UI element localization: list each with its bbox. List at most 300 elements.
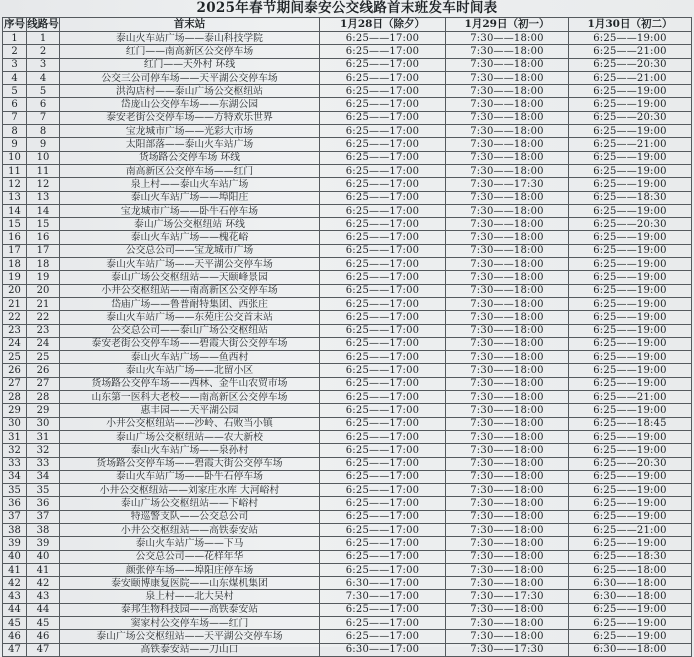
table-row [3, 404, 692, 417]
terminals: 红门——南高新区公交停车场 [60, 45, 320, 58]
route-number: 7 [27, 111, 60, 124]
table-row [3, 151, 692, 164]
time-jan-30: 6:25——19:00 [569, 271, 692, 284]
row-index: 6 [3, 98, 27, 111]
row-index: 20 [3, 284, 27, 297]
row-index: 43 [3, 590, 27, 603]
time-jan-30: 6:25——19:00 [569, 204, 692, 217]
table-row [3, 523, 692, 536]
time-jan-29: 7:30——18:00 [446, 258, 569, 271]
time-jan-30: 6:25——19:00 [569, 258, 692, 271]
time-jan-28: 6:25——17:00 [320, 444, 446, 457]
time-jan-29: 7:30——18:00 [446, 151, 569, 164]
time-jan-29: 7:30——18:00 [446, 98, 569, 111]
time-jan-28: 6:25——17:00 [320, 164, 446, 177]
time-jan-28: 6:25——17:00 [320, 204, 446, 217]
time-jan-29: 7:30——18:00 [446, 204, 569, 217]
route-number: 22 [27, 311, 60, 324]
time-jan-29: 7:30——18:00 [446, 404, 569, 417]
time-jan-28: 6:25——17:00 [320, 258, 446, 271]
time-jan-28: 6:25——17:00 [320, 391, 446, 404]
time-jan-30: 6:25——18:00 [569, 563, 692, 576]
table-row [3, 643, 692, 656]
terminals: 山东第一医科大老校——南高新区公交停车场 [60, 391, 320, 404]
row-index: 4 [3, 71, 27, 84]
header-terminals: 首末站 [60, 18, 320, 32]
time-jan-29: 7:30——18:00 [446, 617, 569, 630]
row-index: 38 [3, 523, 27, 536]
time-jan-28: 6:25——17:00 [320, 364, 446, 377]
time-jan-28: 6:25——17:00 [320, 85, 446, 98]
time-jan-29: 7:30——18:00 [446, 563, 569, 576]
time-jan-30: 6:25——18:45 [569, 417, 692, 430]
time-jan-29: 7:30——18:00 [446, 111, 569, 124]
row-index: 26 [3, 364, 27, 377]
terminals: 泰山火车站广场——泉孙村 [60, 444, 320, 457]
time-jan-29: 7:30——18:00 [446, 577, 569, 590]
table-row [3, 324, 692, 337]
route-number: 19 [27, 271, 60, 284]
route-number: 15 [27, 218, 60, 231]
time-jan-30: 6:25——19:00 [569, 430, 692, 443]
time-jan-29: 7:30——18:00 [446, 85, 569, 98]
route-number: 45 [27, 617, 60, 630]
time-jan-28: 6:25——17:00 [320, 271, 446, 284]
table-row [3, 71, 692, 84]
route-number: 47 [27, 643, 60, 656]
time-jan-29: 7:30——18:00 [446, 630, 569, 643]
terminals: 泰山广场公交枢纽站——农大新校 [60, 430, 320, 443]
terminals: 泰山广场公交枢纽站——下峪村 [60, 497, 320, 510]
time-jan-28: 6:25——17:00 [320, 430, 446, 443]
row-index: 47 [3, 643, 27, 656]
table-row [3, 231, 692, 244]
route-number: 38 [27, 523, 60, 536]
time-jan-28: 6:25——17:00 [320, 630, 446, 643]
time-jan-30: 6:25——20:30 [569, 218, 692, 231]
table-row [3, 351, 692, 364]
time-jan-28: 6:30——17:00 [320, 577, 446, 590]
table-row [3, 111, 692, 124]
route-number: 6 [27, 98, 60, 111]
time-jan-30: 6:25——21:00 [569, 138, 692, 151]
time-jan-29: 7:30——18:00 [446, 391, 569, 404]
time-jan-30: 6:25——19:00 [569, 297, 692, 310]
time-jan-28: 6:25——17:00 [320, 417, 446, 430]
row-index: 8 [3, 125, 27, 138]
terminals: 货场路公交停车场 环线 [60, 151, 320, 164]
time-jan-29: 7:30——18:00 [446, 58, 569, 71]
time-jan-30: 6:30——18:00 [569, 590, 692, 603]
time-jan-29: 7:30——18:00 [446, 32, 569, 45]
terminals: 特巡警支队——公交总公司 [60, 510, 320, 523]
table-row [3, 32, 692, 45]
time-jan-28: 6:25——17:00 [320, 45, 446, 58]
route-number: 33 [27, 457, 60, 470]
time-jan-28: 6:25——17:00 [320, 125, 446, 138]
route-number: 23 [27, 324, 60, 337]
row-index: 12 [3, 178, 27, 191]
time-jan-29: 7:30——18:00 [446, 284, 569, 297]
terminals: 泰山广场公交枢纽站——天颐峰景园 [60, 271, 320, 284]
route-number: 46 [27, 630, 60, 643]
terminals: 小井公交枢纽站——南高新区公交停车场 [60, 284, 320, 297]
terminals: 公交三公司停车场——天平湖公交停车场 [60, 71, 320, 84]
time-jan-28: 6:25——17:00 [320, 523, 446, 536]
route-number: 35 [27, 484, 60, 497]
time-jan-30: 6:25——19:00 [569, 85, 692, 98]
time-jan-28: 6:25——17:00 [320, 617, 446, 630]
time-jan-29: 7:30——18:00 [446, 364, 569, 377]
route-number: 16 [27, 231, 60, 244]
table-row [3, 563, 692, 576]
time-jan-30: 6:25——19:00 [569, 497, 692, 510]
terminals: 泰邦生物科技园——高铁泰安站 [60, 603, 320, 616]
table-row [3, 191, 692, 204]
row-index: 13 [3, 191, 27, 204]
time-jan-30: 6:25——19:00 [569, 178, 692, 191]
terminals: 红门——天外村 环线 [60, 58, 320, 71]
row-index: 33 [3, 457, 27, 470]
time-jan-28: 6:25——17:00 [320, 497, 446, 510]
time-jan-30: 6:25——19:00 [569, 537, 692, 550]
time-jan-29: 7:30——18:00 [446, 138, 569, 151]
route-number: 41 [27, 563, 60, 576]
schedule-table [2, 17, 692, 657]
table-row [3, 603, 692, 616]
time-jan-28: 6:25——17:00 [320, 550, 446, 563]
table-row [3, 510, 692, 523]
route-number: 29 [27, 404, 60, 417]
row-index: 36 [3, 497, 27, 510]
time-jan-30: 6:25——21:00 [569, 391, 692, 404]
time-jan-29: 7:30——18:00 [446, 218, 569, 231]
table-row [3, 417, 692, 430]
terminals: 太阳部落——泰山火车站广场 [60, 138, 320, 151]
route-number: 36 [27, 497, 60, 510]
table-row [3, 577, 692, 590]
terminals: 泰山火车站广场——天平湖公交停车场 [60, 258, 320, 271]
time-jan-29: 7:30——18:00 [446, 164, 569, 177]
row-index: 45 [3, 617, 27, 630]
route-number: 1 [27, 32, 60, 45]
route-number: 20 [27, 284, 60, 297]
row-index: 24 [3, 337, 27, 350]
route-number: 11 [27, 164, 60, 177]
time-jan-28: 6:25——17:00 [320, 351, 446, 364]
time-jan-30: 6:25——20:30 [569, 58, 692, 71]
route-number: 27 [27, 377, 60, 390]
terminals: 洪沟店村——泰山广场公交枢纽站 [60, 85, 320, 98]
time-jan-30: 6:25——19:00 [569, 351, 692, 364]
route-number: 25 [27, 351, 60, 364]
time-jan-28: 6:25——17:00 [320, 178, 446, 191]
row-index: 11 [3, 164, 27, 177]
route-number: 9 [27, 138, 60, 151]
table-row [3, 484, 692, 497]
time-jan-30: 6:25——20:30 [569, 457, 692, 470]
table-row [3, 218, 692, 231]
time-jan-29: 7:30——18:00 [446, 271, 569, 284]
time-jan-29: 7:30——18:00 [446, 497, 569, 510]
table-row [3, 470, 692, 483]
row-index: 1 [3, 32, 27, 45]
header-index: 序号 [4, 18, 25, 30]
time-jan-29: 7:30——18:00 [446, 337, 569, 350]
time-jan-30: 6:30——18:00 [569, 577, 692, 590]
row-index: 35 [3, 484, 27, 497]
time-jan-29: 7:30——18:00 [446, 231, 569, 244]
table-row [3, 204, 692, 217]
time-jan-29: 7:30——18:00 [446, 470, 569, 483]
time-jan-30: 6:25——19:00 [569, 484, 692, 497]
terminals: 泰安颐博康复医院——山东煤机集团 [60, 577, 320, 590]
row-index: 22 [3, 311, 27, 324]
time-jan-30: 6:25——19:00 [569, 231, 692, 244]
table-row [3, 617, 692, 630]
table-row [3, 377, 692, 390]
route-number: 24 [27, 337, 60, 350]
table-row [3, 297, 692, 310]
row-index: 9 [3, 138, 27, 151]
header-row [3, 18, 692, 32]
row-index: 2 [3, 45, 27, 58]
table-row [3, 550, 692, 563]
time-jan-30: 6:25——19:00 [569, 364, 692, 377]
table-row [3, 537, 692, 550]
route-number: 21 [27, 297, 60, 310]
time-jan-29: 7:30——18:00 [446, 550, 569, 563]
time-jan-30: 6:25——19:00 [569, 151, 692, 164]
terminals: 小井公交枢纽站——高铁泰安站 [60, 523, 320, 536]
row-index: 34 [3, 470, 27, 483]
time-jan-29: 7:30——18:00 [446, 510, 569, 523]
table-row [3, 444, 692, 457]
time-jan-29: 7:30——18:00 [446, 523, 569, 536]
row-index: 16 [3, 231, 27, 244]
route-number: 2 [27, 45, 60, 58]
table-row [3, 457, 692, 470]
route-number: 13 [27, 191, 60, 204]
route-number: 10 [27, 151, 60, 164]
row-index: 21 [3, 297, 27, 310]
time-jan-28: 6:25——17:00 [320, 470, 446, 483]
route-number: 14 [27, 204, 60, 217]
terminals: 货场路公交停车场——碧霞大街公交停车场 [60, 457, 320, 470]
time-jan-28: 6:25——17:00 [320, 32, 446, 45]
time-jan-29: 7:30——18:00 [446, 417, 569, 430]
terminals: 泰山火车站广场——鱼西村 [60, 351, 320, 364]
row-index: 17 [3, 244, 27, 257]
row-index: 32 [3, 444, 27, 457]
time-jan-30: 6:30——18:00 [569, 643, 692, 656]
time-jan-28: 6:25——17:00 [320, 284, 446, 297]
table-row [3, 258, 692, 271]
row-index: 23 [3, 324, 27, 337]
time-jan-28: 6:25——17:00 [320, 218, 446, 231]
time-jan-29: 7:30——18:00 [446, 351, 569, 364]
terminals: 泰山火车站广场——槐花峪 [60, 231, 320, 244]
time-jan-30: 6:25——19:00 [569, 98, 692, 111]
terminals: 颜张停车场——埠阳庄停车场 [60, 563, 320, 576]
route-number: 12 [27, 178, 60, 191]
table-row [3, 284, 692, 297]
time-jan-28: 6:25——17:00 [320, 484, 446, 497]
time-jan-28: 7:30——17:00 [320, 590, 446, 603]
time-jan-29: 7:30——18:00 [446, 537, 569, 550]
row-index: 46 [3, 630, 27, 643]
terminals: 泰山火车站广场——北留小区 [60, 364, 320, 377]
terminals: 泰安老街公交停车场——碧霞大街公交停车场 [60, 337, 320, 350]
terminals: 泉上村——北大吴村 [60, 590, 320, 603]
row-index: 3 [3, 58, 27, 71]
time-jan-28: 6:25——17:00 [320, 111, 446, 124]
row-index: 41 [3, 563, 27, 576]
terminals: 小井公交枢纽站——刘家庄水库 大河峪村 [60, 484, 320, 497]
route-number: 44 [27, 603, 60, 616]
time-jan-29: 7:30——18:00 [446, 311, 569, 324]
time-jan-29: 7:30——18:00 [446, 457, 569, 470]
time-jan-28: 6:25——17:00 [320, 337, 446, 350]
time-jan-30: 6:25——20:30 [569, 111, 692, 124]
table-row [3, 630, 692, 643]
row-index: 39 [3, 537, 27, 550]
time-jan-28: 6:25——17:00 [320, 191, 446, 204]
table-row [3, 58, 692, 71]
time-jan-30: 6:25——19:00 [569, 603, 692, 616]
row-index: 25 [3, 351, 27, 364]
time-jan-30: 6:25——19:00 [569, 510, 692, 523]
route-number: 17 [27, 244, 60, 257]
time-jan-30: 6:25——19:00 [569, 125, 692, 138]
terminals: 泰山火车站广场——泰山科技学院 [60, 32, 320, 45]
terminals: 岱庞山公交停车场——东湖公园 [60, 98, 320, 111]
time-jan-28: 6:25——17:00 [320, 404, 446, 417]
terminals: 小井公交枢纽站——沙岭、石败当小镇 [60, 417, 320, 430]
time-jan-30: 6:25——19:00 [569, 617, 692, 630]
table-row [3, 391, 692, 404]
table-row [3, 178, 692, 191]
time-jan-28: 6:25——17:00 [320, 151, 446, 164]
time-jan-28: 6:25——17:00 [320, 510, 446, 523]
time-jan-28: 6:25——17:00 [320, 324, 446, 337]
table-row [3, 125, 692, 138]
page-title: 2025年春节期间泰安公交线路首末班发车时间表 [196, 0, 498, 16]
terminals: 宝龙城市广场——光彩大市场 [60, 125, 320, 138]
time-jan-29: 7:30——18:00 [446, 484, 569, 497]
time-jan-29: 7:30——18:00 [446, 71, 569, 84]
terminals: 岱庙广场——鲁普耐特集团、西张庄 [60, 297, 320, 310]
time-jan-30: 6:25——18:30 [569, 550, 692, 563]
row-index: 37 [3, 510, 27, 523]
time-jan-29: 7:30——18:00 [446, 377, 569, 390]
table-row [3, 590, 692, 603]
time-jan-28: 6:25——17:00 [320, 244, 446, 257]
time-jan-30: 6:25——19:00 [569, 244, 692, 257]
row-index: 10 [3, 151, 27, 164]
row-index: 18 [3, 258, 27, 271]
time-jan-30: 6:25——19:00 [569, 470, 692, 483]
table-row [3, 164, 692, 177]
time-jan-30: 6:25——19:00 [569, 377, 692, 390]
time-jan-28: 6:25——17:00 [320, 377, 446, 390]
time-jan-29: 7:30——18:00 [446, 45, 569, 58]
time-jan-29: 7:30——18:00 [446, 125, 569, 138]
time-jan-29: 7:30——18:00 [446, 244, 569, 257]
route-number: 3 [27, 58, 60, 71]
table-row [3, 45, 692, 58]
route-number: 26 [27, 364, 60, 377]
header-jan-28: 1月28日（除夕） [320, 18, 446, 32]
terminals: 泰安老街公交停车场——方特欢乐世界 [60, 111, 320, 124]
time-jan-28: 6:25——17:00 [320, 537, 446, 550]
time-jan-29: 7:30——18:00 [446, 430, 569, 443]
time-jan-30: 6:25——21:00 [569, 523, 692, 536]
time-jan-28: 6:25——17:00 [320, 231, 446, 244]
time-jan-30: 6:25——18:30 [569, 191, 692, 204]
time-jan-30: 6:25——19:00 [569, 630, 692, 643]
route-number: 31 [27, 430, 60, 443]
terminals: 公交总公司——泰山广场公交枢纽站 [60, 324, 320, 337]
table-row [3, 138, 692, 151]
time-jan-29: 7:30——17:30 [446, 643, 569, 656]
row-index: 30 [3, 417, 27, 430]
row-index: 29 [3, 404, 27, 417]
route-number: 43 [27, 590, 60, 603]
terminals: 窦家村公交停车场——红门 [60, 617, 320, 630]
time-jan-29: 7:30——18:00 [446, 603, 569, 616]
time-jan-30: 6:25——19:00 [569, 444, 692, 457]
time-jan-28: 6:25——17:00 [320, 58, 446, 71]
terminals: 泰山广场公交枢纽站 环线 [60, 218, 320, 231]
time-jan-30: 6:25——21:00 [569, 71, 692, 84]
row-index: 31 [3, 430, 27, 443]
row-index: 5 [3, 85, 27, 98]
time-jan-28: 6:25——17:00 [320, 603, 446, 616]
time-jan-28: 6:25——17:00 [320, 563, 446, 576]
route-number: 30 [27, 417, 60, 430]
header-route-number: 线路号 [27, 18, 59, 30]
terminals: 泉上村——泰山火车站广场 [60, 178, 320, 191]
route-number: 37 [27, 510, 60, 523]
time-jan-28: 6:25——17:00 [320, 457, 446, 470]
time-jan-30: 6:25——21:00 [569, 45, 692, 58]
terminals: 南高新区公交停车场——红门 [60, 164, 320, 177]
row-index: 7 [3, 111, 27, 124]
row-index: 40 [3, 550, 27, 563]
row-index: 28 [3, 391, 27, 404]
time-jan-30: 6:25——19:00 [569, 164, 692, 177]
terminals: 货场路公交停车场——西林、金牛山农贸市场 [60, 377, 320, 390]
route-number: 34 [27, 470, 60, 483]
route-number: 8 [27, 125, 60, 138]
table-row [3, 430, 692, 443]
route-number: 40 [27, 550, 60, 563]
header-jan-30: 1月30日（初二） [569, 18, 692, 32]
table-row [3, 364, 692, 377]
table-row [3, 98, 692, 111]
row-index: 27 [3, 377, 27, 390]
table-row [3, 311, 692, 324]
row-index: 15 [3, 218, 27, 231]
terminals: 公交总公司——花样年华 [60, 550, 320, 563]
time-jan-29: 7:30——18:00 [446, 297, 569, 310]
time-jan-28: 6:25——17:00 [320, 138, 446, 151]
route-number: 42 [27, 577, 60, 590]
row-index: 14 [3, 204, 27, 217]
route-number: 39 [27, 537, 60, 550]
time-jan-28: 6:25——17:00 [320, 98, 446, 111]
